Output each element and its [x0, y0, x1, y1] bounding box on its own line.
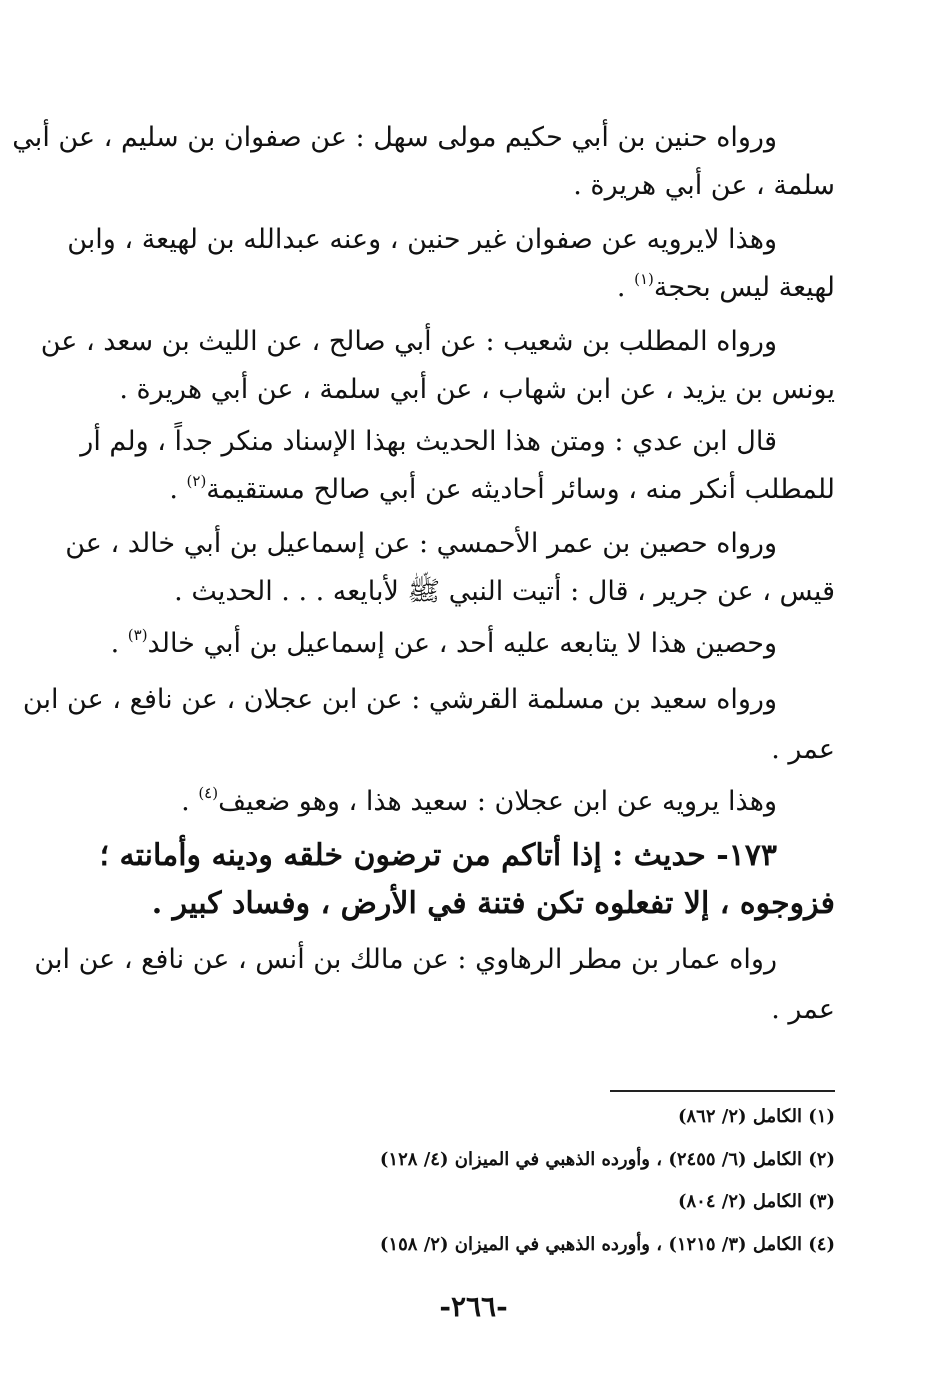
footnote: (١) الكامل (٢/ ٨٦٢): [677, 1106, 835, 1127]
text-line: قال ابن عدي : ومتن هذا الحديث بهذا الإسناد منكر جداً ، ولم أر: [80, 426, 777, 457]
footnote: (٤) الكامل (٣/ ١٢١٥) ، وأورده الذهبي في الميزان (٢/ ١٥٨): [379, 1234, 835, 1255]
text-line: رواه عمار بن مطر الرهاوي : عن مالك بن أنس ، عن نافع ، عن ابن: [34, 944, 777, 975]
text-line: ورواه حنين بن أبي حكيم مولى سهل : عن صفوان بن سليم ، عن أبي: [12, 122, 777, 153]
text-line: [110, 618, 777, 670]
text-line: ورواه سعيد بن مسلمة القرشي : عن ابن عجلان ، عن نافع ، عن ابن: [22, 684, 777, 715]
text-line: يونس بن يزيد ، عن ابن شهاب ، عن أبي سلمة ، عن أبي هريرة .: [119, 374, 835, 405]
hadith-heading: ١٧٣- حديث : إذا أتاكم من ترضون خلقه ودينه وأمانته ؛: [99, 838, 777, 873]
text-line: [110, 262, 835, 314]
footnote: (٣) الكامل (٢/ ٨٠٤): [677, 1191, 835, 1212]
footnote-ref: (٢): [186, 472, 207, 490]
text-fragment: .: [169, 474, 187, 505]
footnote-ref: (١): [634, 270, 654, 288]
text-fragment: للمطلب أنكر منه ، وسائر أحاديثه عن أبي صالح مستقيمة: [206, 474, 835, 505]
footnote-ref: (٣): [127, 626, 148, 644]
text-line: وهذا لايرويه عن صفوان غير حنين ، وعنه عبدالله بن لهيعة ، وابن: [67, 224, 777, 255]
hadith-heading: فزوجوه ، إلا تفعلوه تكن فتنة في الأرض ، وفساد كبير .: [151, 886, 835, 921]
text-line: [110, 464, 835, 516]
text-line: عمر .: [771, 734, 835, 765]
text-fragment: .: [110, 628, 128, 659]
text-fragment: وهذا يرويه عن ابن عجلان : سعيد هذا ، وهو ضعيف: [218, 786, 777, 817]
text-line: سلمة ، عن أبي هريرة .: [573, 170, 835, 201]
text-fragment: .: [181, 786, 199, 817]
text-fragment: وحصين هذا لا يتابعه عليه أحد ، عن إسماعيل بن أبي خالد: [147, 628, 777, 659]
footnote-ref: (٤): [198, 784, 219, 802]
text-fragment: لهيعة ليس بحجة: [653, 272, 835, 303]
page-number: -٢٦٦-: [439, 1290, 508, 1323]
text-fragment: .: [616, 272, 635, 303]
text-line: ورواه حصين بن عمر الأحمسي : عن إسماعيل بن أبي خالد ، عن: [65, 528, 777, 559]
text-line: ورواه المطلب بن شعيب : عن أبي صالح ، عن الليث بن سعد ، عن: [40, 326, 777, 357]
footnote-divider: [610, 1090, 835, 1092]
text-line: [110, 776, 777, 828]
text-line: عمر .: [771, 994, 835, 1025]
text-line: قيس ، عن جرير ، قال : أتيت النبي ﷺ لأبايعه . . . الحديث .: [174, 576, 835, 607]
footnote: (٢) الكامل (٦/ ٢٤٥٥) ، وأورده الذهبي في الميزان (٤/ ١٢٨): [379, 1149, 835, 1170]
